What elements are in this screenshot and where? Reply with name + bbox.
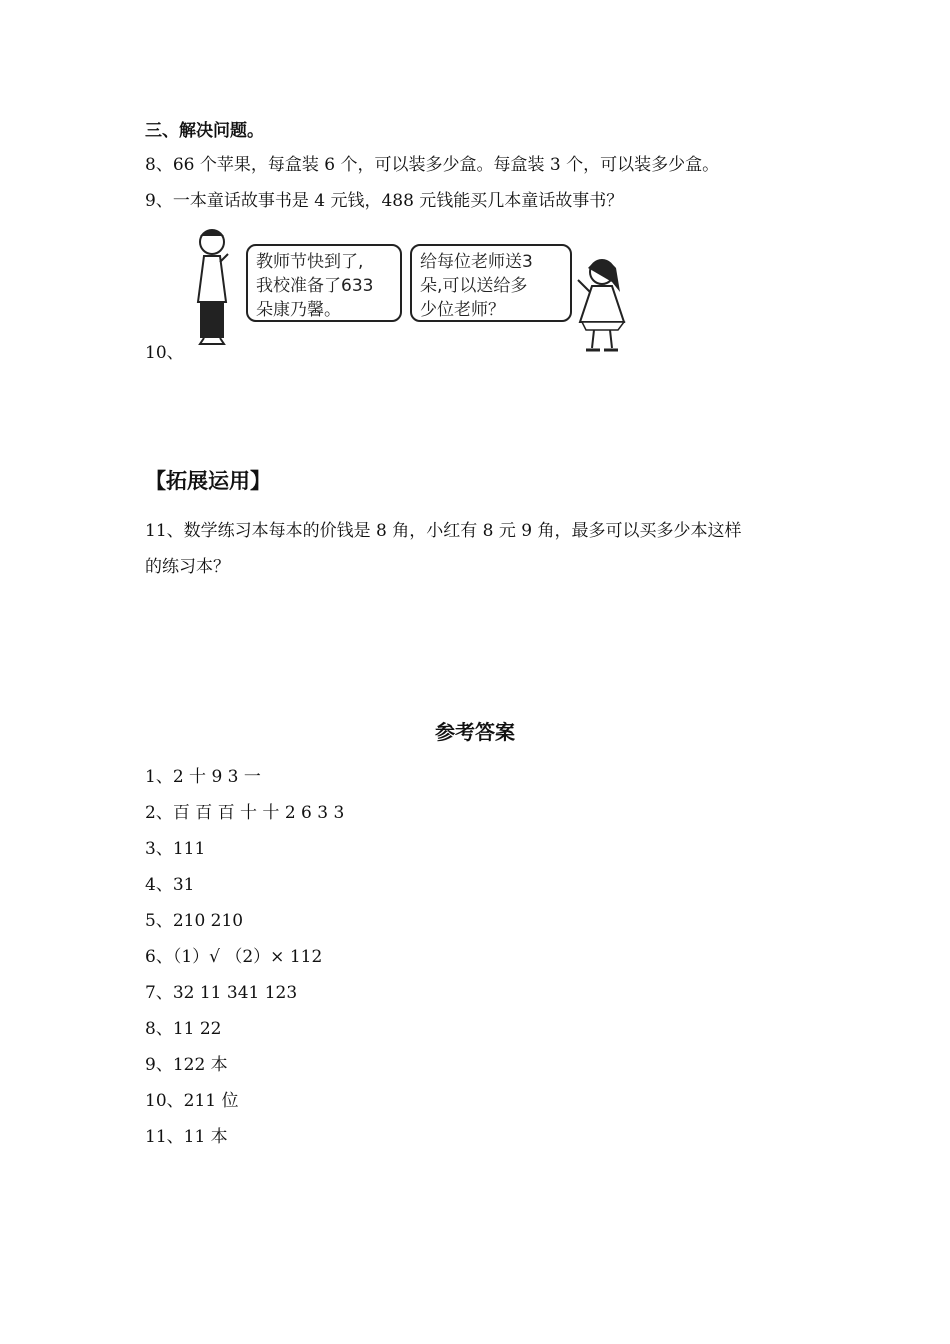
boy-speech-bubble: 教师节快到了, 我校准备了633 朵康乃馨。 <box>246 244 402 322</box>
answer-11: 11、11 本 <box>145 1127 228 1147</box>
answer-4: 4、31 <box>145 875 195 895</box>
teachers-day-illustration <box>190 222 630 362</box>
question-11-line-1: 11、数学练习本每本的价钱是 8 角，小红有 8 元 9 角，最多可以买多少本这样 <box>145 521 742 541</box>
question-8: 8、66 个苹果，每盒装 6 个，可以装多少盒。每盒装 3 个，可以装多少盒。 <box>145 155 720 175</box>
answer-7: 7、32 11 341 123 <box>145 983 298 1003</box>
question-10-label: 10、 <box>145 343 184 363</box>
extension-heading: 【拓展运用】 <box>145 468 271 493</box>
answer-2: 2、百 百 百 十 十 2 6 3 3 <box>145 803 345 823</box>
answer-3: 3、111 <box>145 839 206 859</box>
answer-10: 10、211 位 <box>145 1091 239 1111</box>
question-9: 9、一本童话故事书是 4 元钱，488 元钱能买几本童话故事书？ <box>145 191 624 211</box>
answer-6: 6、（1）√ （2）× 112 <box>145 947 323 967</box>
answer-1: 1、2 十 9 3 一 <box>145 767 261 787</box>
section-heading: 三、解决问题。 <box>145 121 264 141</box>
answers-title: 参考答案 <box>435 720 515 744</box>
answer-9: 9、122 本 <box>145 1055 228 1075</box>
girl-speech-bubble: 给每位老师送3 朵,可以送给多 少位老师？ <box>410 244 572 322</box>
question-11-line-2: 的练习本？ <box>145 557 230 577</box>
answer-8: 8、11 22 <box>145 1019 222 1039</box>
answer-5: 5、210 210 <box>145 911 244 931</box>
